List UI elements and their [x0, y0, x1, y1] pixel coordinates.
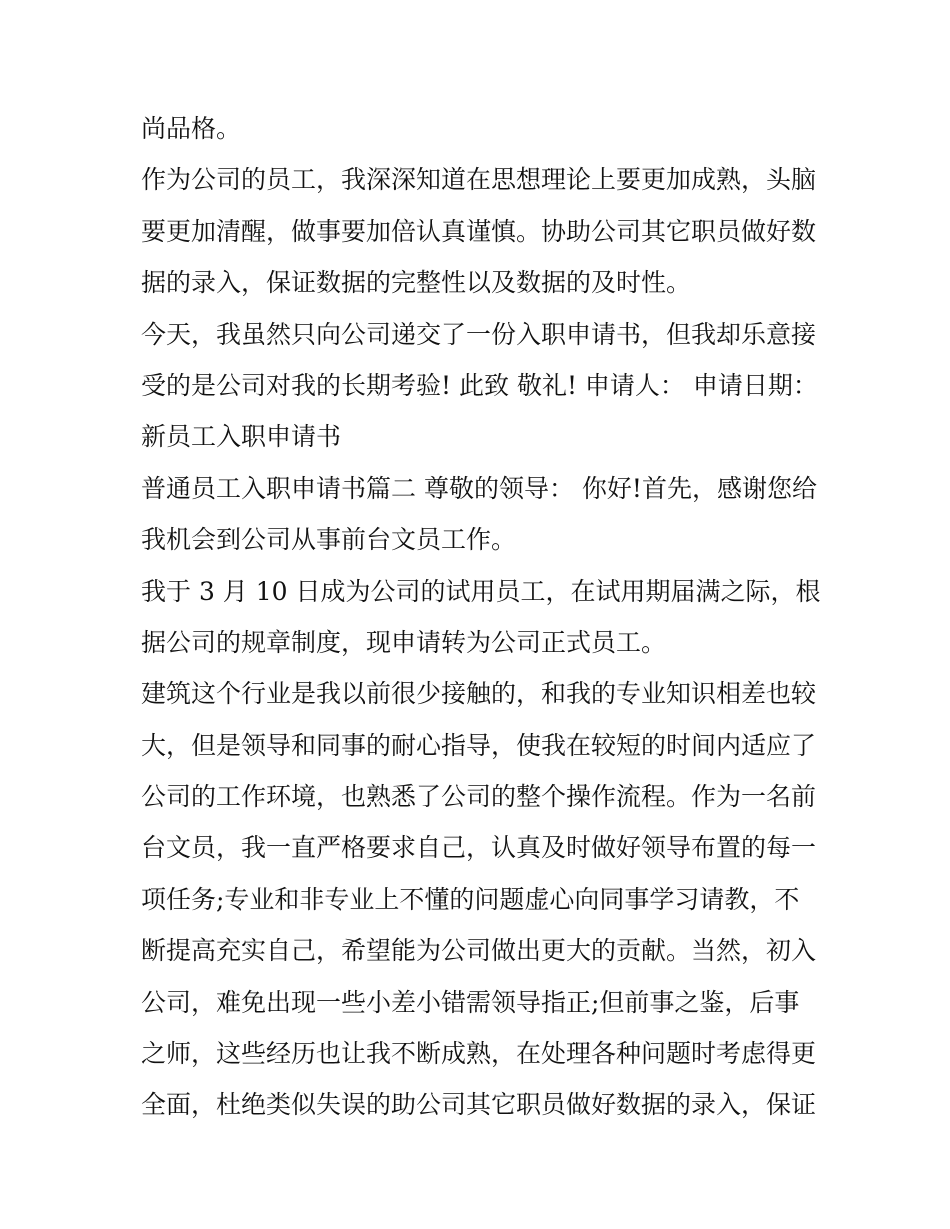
text-line: 今天，我虽然只向公司递交了一份入职申请书，但我却乐意接: [141, 319, 817, 349]
text-line: 我于 3 月 10 日成为公司的试用员工，在试用期届满之际，根: [141, 576, 821, 606]
text-line: 据的录入，保证数据的完整性以及数据的及时性。: [141, 268, 692, 298]
text-line: 全面，杜绝类似失误的助公司其它职员做好数据的录入，保证: [141, 1090, 817, 1120]
text-line: 要更加清醒，做事要加倍认真谨慎。协助公司其它职员做好数: [141, 216, 817, 246]
text-line: 尚品格。: [141, 114, 242, 143]
text-line: 之师，这些经历也让我不断成熟，在处理各种问题时考虑得更: [141, 1039, 817, 1069]
text-line: 大，但是领导和同事的耐心指导，使我在较短的时间内适应了: [141, 730, 817, 760]
text-line: 公司，难免出现一些小差小错需领导指正;但前事之鉴，后事: [141, 987, 800, 1017]
text-line: 建筑这个行业是我以前很少接触的，和我的专业知识相差也较: [141, 679, 817, 709]
text-line: 受的是公司对我的长期考验! 此致 敬礼! 申请人： 申请日期：: [141, 370, 818, 400]
text-line: 据公司的规章制度，现申请转为公司正式员工。: [141, 627, 667, 657]
text-line: 作为公司的员工，我深深知道在思想理论上要更加成熟，头脑: [141, 165, 817, 195]
text-line: 台文员，我一直严格要求自己，认真及时做好领导布置的每一: [141, 833, 817, 863]
section-title: 新员工入职申请书: [141, 422, 342, 452]
text-line: 断提高充实自己，希望能为公司做出更大的贡献。当然，初入: [141, 936, 817, 966]
text-line: 我机会到公司从事前台文员工作。: [141, 525, 517, 555]
document-body: [141, 103, 831, 1131]
text-line: 项任务;专业和非专业上不懂的问题虚心向同事学习请教，不: [141, 884, 800, 914]
text-line: 公司的工作环境，也熟悉了公司的整个操作流程。作为一名前: [141, 782, 817, 812]
text-line: 普通员工入职申请书篇二 尊敬的领导： 你好!首先，感谢您给: [141, 473, 817, 503]
